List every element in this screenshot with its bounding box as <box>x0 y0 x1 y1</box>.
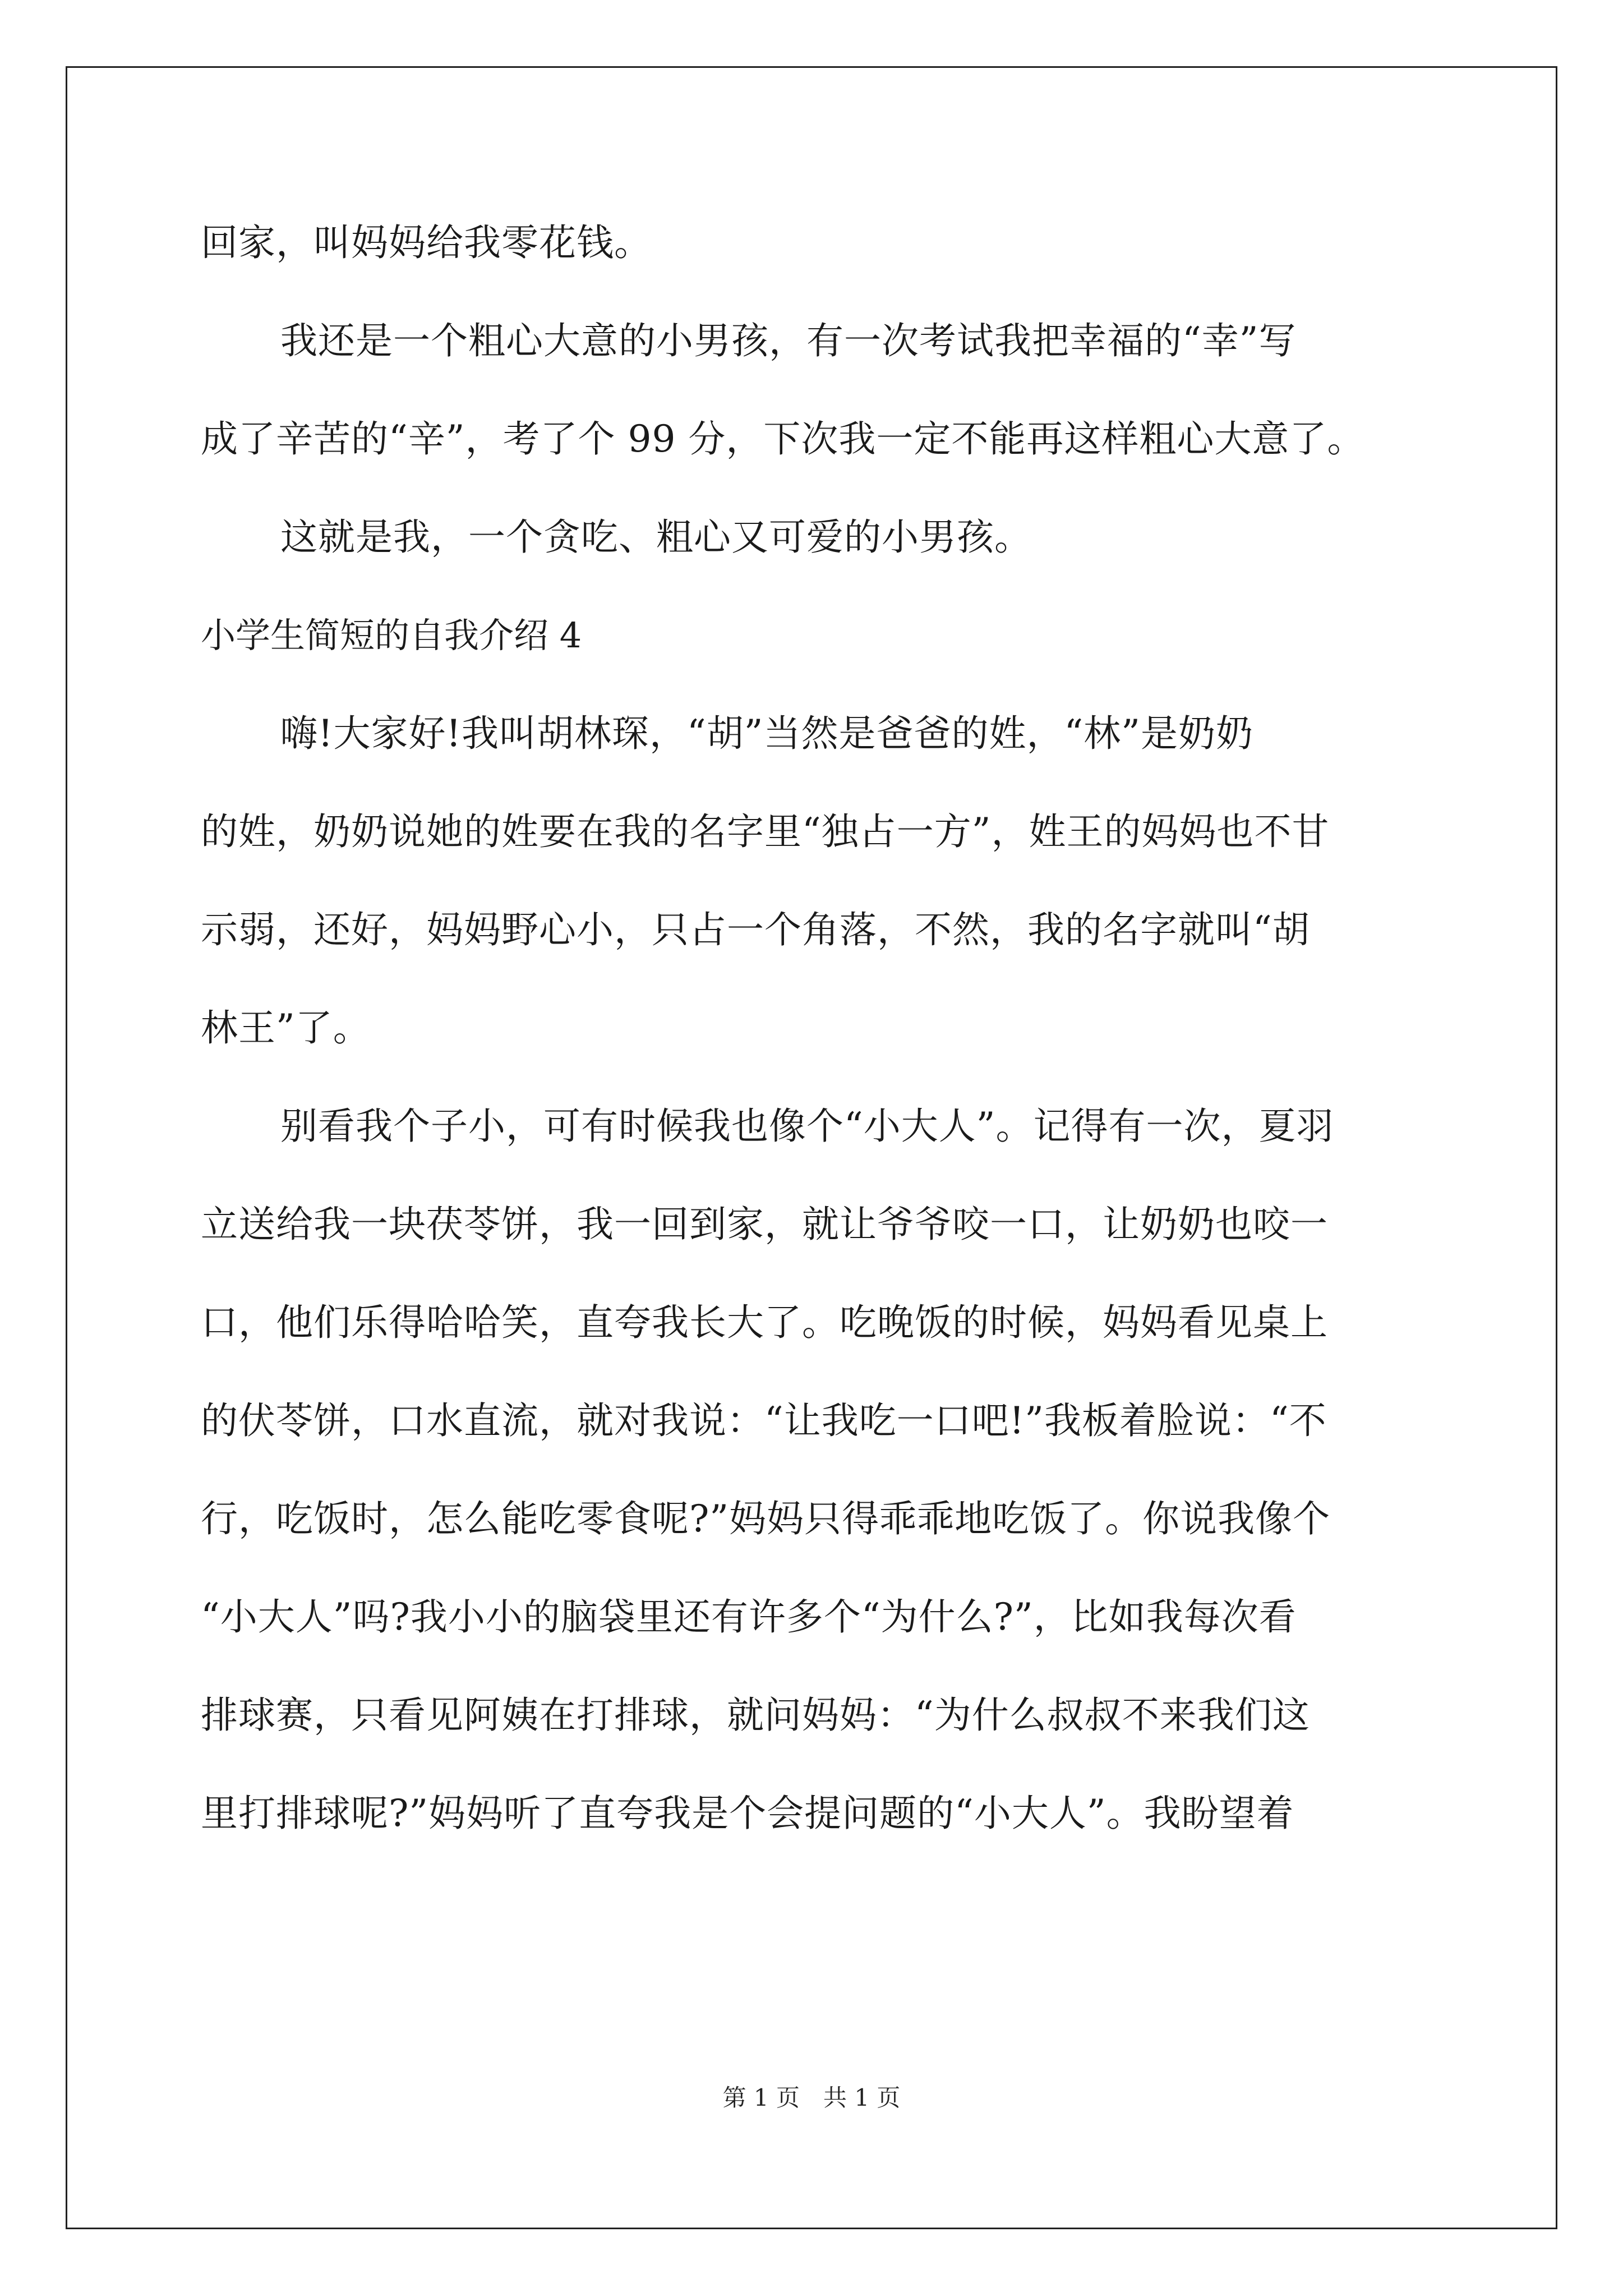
body-line: 成了辛苦的“辛”，考了个 99 分，下次我一定不能再这样粗心大意了。 <box>201 417 1365 461</box>
body-line: 行，吃饭时，怎么能吃零食呢?”妈妈只得乖乖地吃饭了。你说我像个 <box>201 1497 1331 1540</box>
body-line: “小大人”吗?我小小的脑袋里还有许多个“为什么?”，比如我每次看 <box>201 1595 1297 1639</box>
body-line: 的伏苓饼，口水直流，就对我说：“让我吃一口吧!”我板着脸说：“不 <box>201 1399 1327 1442</box>
body-line: 示弱，还好，妈妈野心小，只占一个角落，不然，我的名字就叫“胡 <box>201 908 1310 951</box>
body-line: 回家，叫妈妈给我零花钱。 <box>201 221 652 264</box>
page-number-footer: 第 1 页 共 1 页 <box>722 2084 901 2111</box>
body-line: 林王”了。 <box>201 1006 371 1050</box>
body-line: 这就是我，一个贪吃、粗心又可爱的小男孩。 <box>280 516 1032 559</box>
body-line: 立送给我一块茯苓饼，我一回到家，就让爷爷咬一口，让奶奶也咬一 <box>201 1203 1328 1246</box>
body-line: 我还是一个粗心大意的小男孩，有一次考试我把幸福的“幸”写 <box>280 319 1297 362</box>
body-line: 别看我个子小，可有时候我也像个“小大人”。记得有一次，夏羽 <box>280 1105 1334 1148</box>
section-heading: 小学生简短的自我介绍 4 <box>201 615 582 656</box>
body-line: 的姓，奶奶说她的姓要在我的名字里“独占一方”，姓王的妈妈也不甘 <box>201 810 1330 853</box>
body-line: 嗨!大家好!我叫胡林琛，“胡”当然是爸爸的姓，“林”是奶奶 <box>280 712 1254 755</box>
body-line: 排球赛，只看见阿姨在打排球，就问妈妈：“为什么叔叔不来我们这 <box>201 1694 1310 1737</box>
body-line: 里打排球呢?”妈妈听了直夸我是个会提问题的“小大人”。我盼望着 <box>201 1792 1294 1835</box>
body-line: 口，他们乐得哈哈笑，直夸我长大了。吃晚饭的时候，妈妈看见桌上 <box>201 1301 1328 1344</box>
